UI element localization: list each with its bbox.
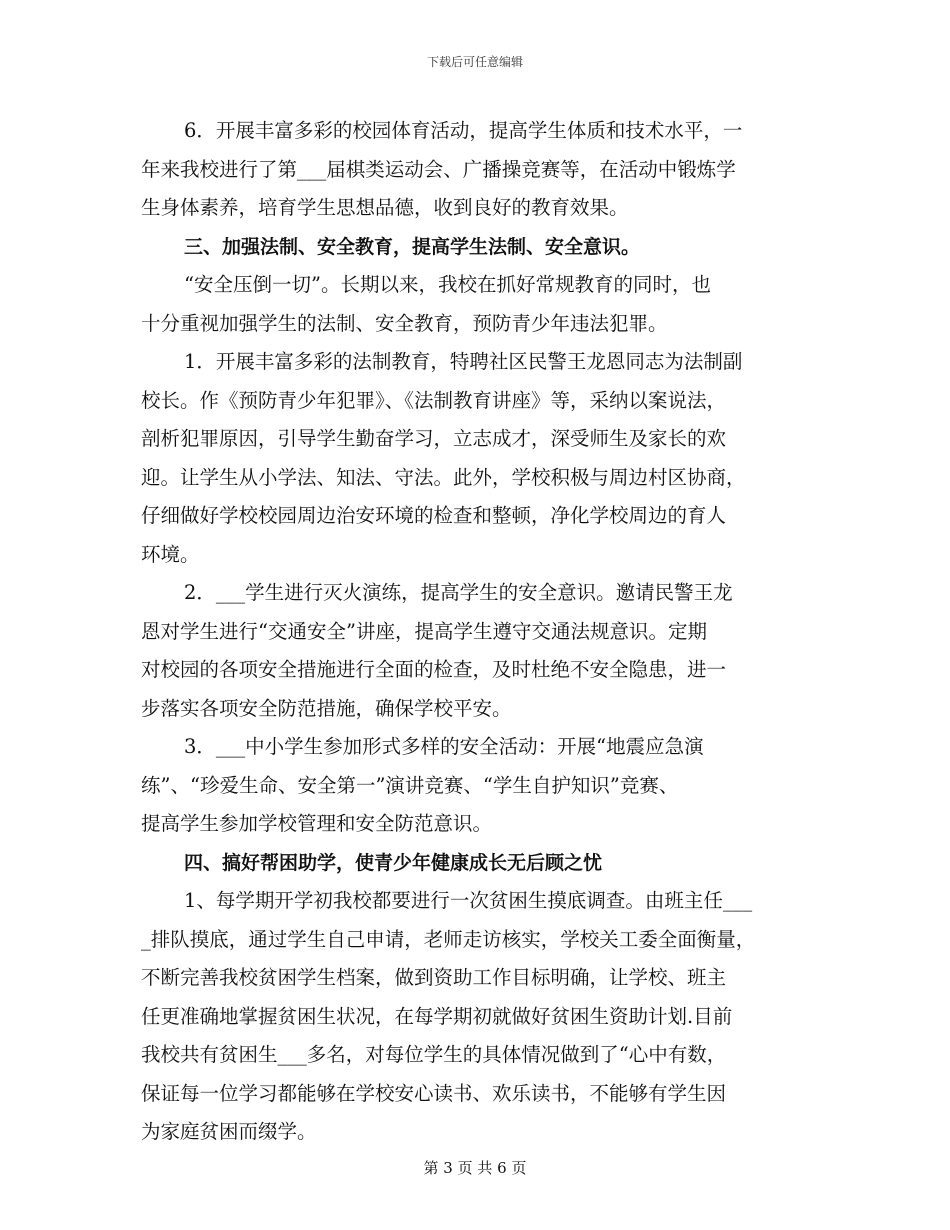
paragraph-line: “安全压倒一切”。长期以来，我校在抓好常规教育的同时，也	[184, 273, 711, 296]
paragraph-line: 恩对学生进行“交通安全”讲座，提高学生遵守交通法规意识。定期	[141, 619, 707, 643]
paragraph-line: 为家庭贫困而缀学。	[141, 1120, 317, 1143]
paragraph-line: 提高学生参加学校管理和安全防范意识。	[141, 812, 493, 835]
paragraph-line: 任更准确地掌握贫困生状况，在每学期初就做好贫困生资助计划.目前	[141, 1004, 733, 1028]
paragraph-line: 步落实各项安全防范措施，确保学校平安。	[141, 696, 512, 720]
paragraph-line: 剖析犯罪原因，引导学生勤奋学习，立志成才，深受师生及家长的欢	[141, 427, 727, 450]
page-header: 下载后可任意编辑	[426, 55, 523, 69]
document-body	[141, 112, 811, 1152]
paragraph-line: 练”、“珍爱生命、安全第一”演讲竞赛、“学生自护知识”竞赛、	[141, 773, 679, 797]
paragraph-line: 1．开展丰富多彩的法制教育，特聘社区民警王龙恩同志为法制副	[184, 350, 743, 373]
paragraph-line: _排队摸底，通过学生自己申请，老师走访核实，学校关工委全面衡量，	[141, 927, 756, 951]
paragraph-line: 保证每一位学习都能够在学校安心读书、欢乐读书，不能够有学生因	[141, 1081, 727, 1105]
paragraph-line: 仔细做好学校校园周边治安环境的检查和整顿，净化学校周边的育人	[141, 504, 727, 527]
paragraph-line: 我校共有贫困生___多名，对每位学生的具体情况做到了“心中有数，	[141, 1043, 727, 1066]
paragraph-line: 年来我校进行了第___届棋类运动会、广播操竞赛等，在活动中锻炼学	[141, 157, 736, 181]
paragraph-line: 6．开展丰富多彩的校园体育活动，提高学生体质和技术水平，一	[184, 119, 743, 142]
paragraph-line: 对校园的各项安全措施进行全面的检查，及时杜绝不安全隐患，进一	[141, 658, 727, 681]
section-heading: 三、加强法制、安全教育，提高学生法制、安全意识。	[184, 235, 641, 258]
paragraph-line: 1、每学期开学初我校都要进行一次贫困生摸底调查。由班主任___	[184, 889, 753, 912]
paragraph-line: 校长。作《预防青少年犯罪》、《法制教育讲座》等，采纳以案说法，	[141, 388, 727, 412]
section-heading: 四、搞好帮困助学，使青少年健康成长无后顾之忧	[184, 851, 603, 874]
paragraph-line: 十分重视加强学生的法制、安全教育，预防青少年违法犯罪。	[141, 311, 668, 335]
paragraph-line: 2．___学生进行灭火演练，提高学生的安全意识。邀请民警王龙	[184, 581, 733, 604]
paragraph-line: 环境。	[141, 542, 200, 566]
paragraph-line: 3．___中小学生参加形式多样的安全活动：开展“地震应急演	[184, 735, 704, 758]
page-footer: 第 3 页 共 6 页	[423, 1159, 527, 1177]
paragraph-line: 迎。让学生从小学法、知法、守法。此外，学校积极与周边村区协商，	[141, 465, 746, 489]
paragraph-line: 生身体素养，培育学生思想品德，收到良好的教育效果。	[141, 196, 629, 219]
paragraph-line: 不断完善我校贫困学生档案，做到资助工作目标明确，让学校、班主	[141, 966, 727, 989]
